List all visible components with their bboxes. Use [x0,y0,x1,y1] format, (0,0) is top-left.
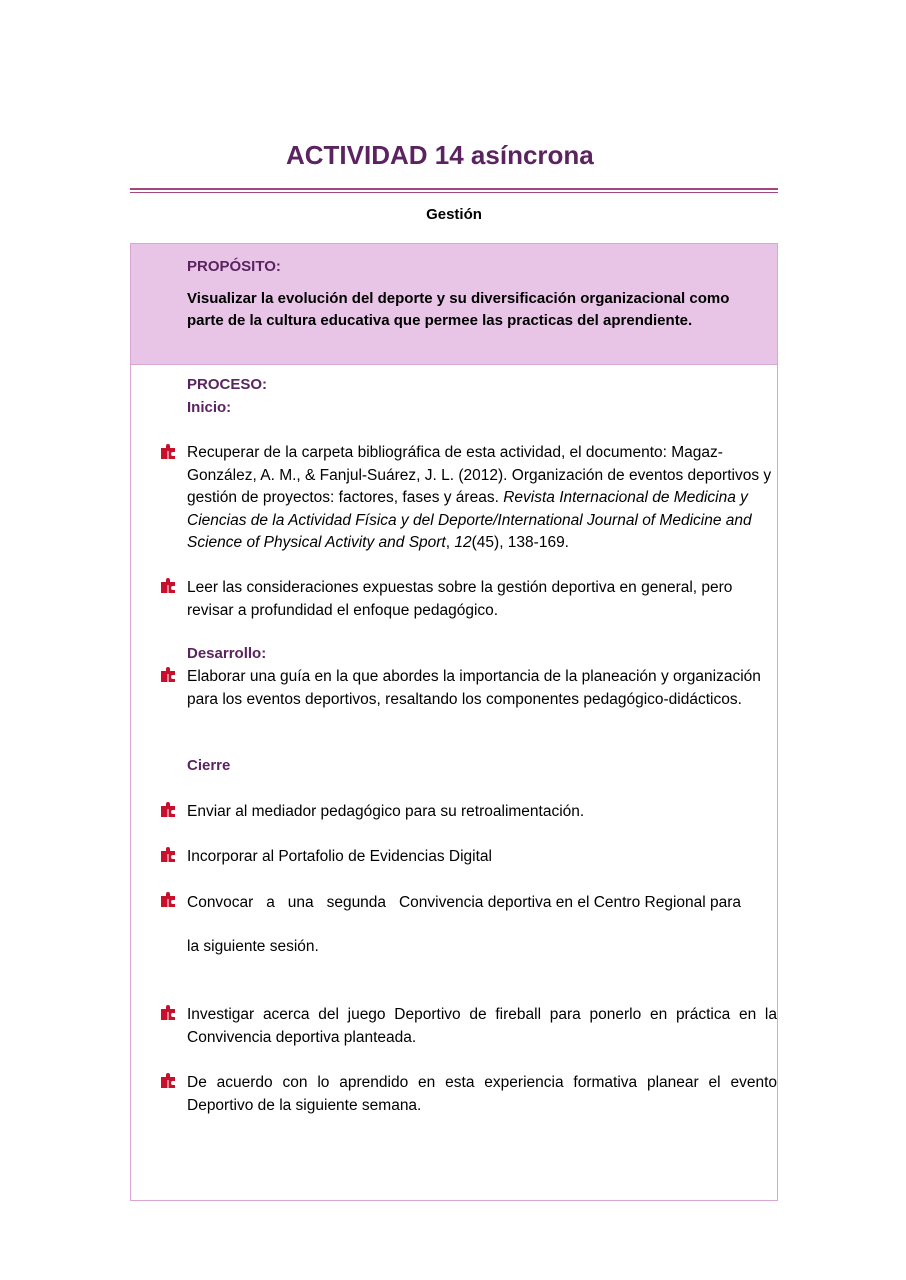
list-item: Enviar al mediador pedagógico para su retroalimentación. [187,803,585,820]
title-rule-thin [130,192,778,193]
puzzle-piece-bullet-icon [159,444,177,460]
cierre-label: Cierre [187,757,231,774]
activity-box [130,243,778,1201]
page-subtitle: Gestión [426,206,482,223]
puzzle-piece-bullet-icon [159,1073,177,1089]
journal-volume: 12 [454,534,472,551]
list-item [187,442,777,555]
list-item-line-2: la siguiente sesión. [187,938,319,955]
purpose-text: Visualizar la evolución del deporte y su diversificación organizacional como parte de la cultura educativa que permee las practicas del aprendiente. [187,290,730,329]
puzzle-piece-bullet-icon [159,802,177,818]
puzzle-piece-bullet-icon [159,892,177,908]
journal-title: Revista Internacional de Medicina y Ciencias de la Actividad Física y del Deporte/International Journal of Medicine and Science of Physical Activity and Sport [187,489,752,551]
list-item-line-1: Convocar a una segunda Convivencia deportiva en el Centro Regional para [187,894,742,911]
puzzle-piece-bullet-icon [159,667,177,683]
puzzle-piece-bullet-icon [159,578,177,594]
list-item: Leer las consideraciones expuestas sobre la gestión deportiva en general, pero revisar a profundidad el enfoque pedagógico. [187,579,733,619]
desarrollo-label: Desarrollo: [187,645,267,662]
puzzle-piece-bullet-icon [159,1005,177,1021]
item-text: Recuperar de la carpeta bibliográfica de esta actividad, el documento: Magaz-González, A. M., & Fanjul-Suárez, J. L. (2012). Organización de eventos deportivos y gestión de proyectos: factores, fases y áreas. [187,444,772,506]
purpose-section [131,244,777,365]
list-item: Investigar acerca del juego Deportivo de fireball para ponerlo en práctica en la Convivencia deportiva planteada. [187,1006,777,1046]
separator: , [445,534,455,551]
process-label: PROCESO: [187,376,268,393]
title-rule-thick [130,188,778,190]
list-item: De acuerdo con lo aprendido en esta experiencia formativa planear el evento Deportivo de la siguiente semana. [187,1074,777,1114]
inicio-label: Inicio: [187,399,232,416]
list-item: Elaborar una guía en la que abordes la importancia de la planeación y organización para los eventos deportivos, resaltando los componentes pedagógico-didácticos. [187,668,761,708]
item-tail: (45), 138-169. [471,534,569,551]
purpose-label: PROPÓSITO: [187,258,281,275]
puzzle-piece-bullet-icon [159,847,177,863]
list-item: Incorporar al Portafolio de Evidencias Digital [187,848,492,865]
page-title: ACTIVIDAD 14 asíncrona [286,140,594,170]
